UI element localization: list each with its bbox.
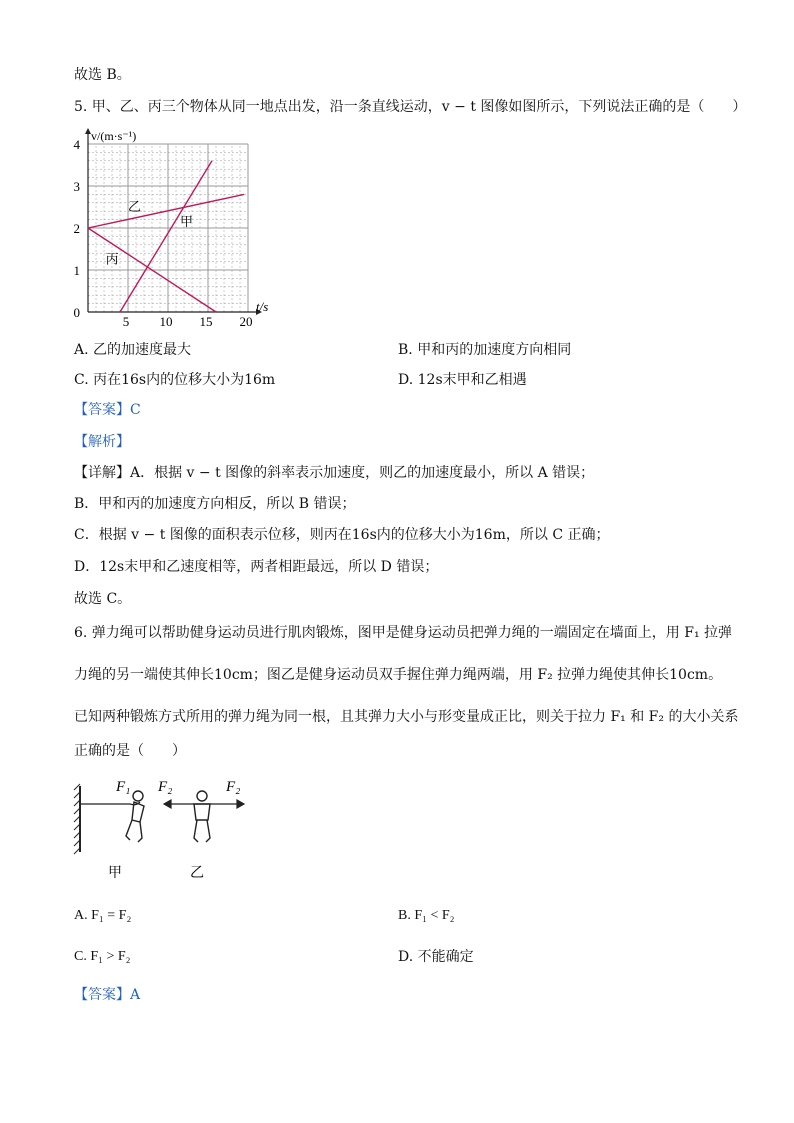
q6-stem-4: 正确的是（ ） — [74, 743, 186, 759]
q5-analysis-label: 【解析】 — [74, 434, 130, 450]
q5-explain-1: 【详解】A．根据 v − t 图像的斜率表示加速度，则乙的加速度最小，所以 A 错误； — [74, 465, 595, 481]
y-tick-label: 4 — [73, 137, 80, 152]
q5-option-d: D. 12s末甲和乙相遇 — [398, 372, 527, 388]
annotation-乙: 乙 — [128, 200, 142, 216]
prev-conclusion: 故选 B。 — [74, 67, 131, 83]
q6-option-c: C. F₁ > F₂ — [74, 949, 131, 964]
caption-left: 甲 — [108, 865, 122, 881]
x-tick-label: 5 — [122, 314, 130, 329]
q5-explain-2: B．甲和丙的加速度方向相反，所以 B 错误； — [74, 496, 356, 512]
label-f1: F₁ — [116, 779, 131, 795]
q5-stem: 5. 甲、乙、丙三个物体从同一地点出发，沿一条直线运动，v − t 图像如图所示，下列说法正确的是（ ） — [74, 99, 747, 115]
q6-figure — [70, 776, 260, 886]
y-tick-label: 2 — [73, 221, 80, 236]
wall — [74, 784, 80, 854]
q6-option-a: A. F₁ = F₂ — [74, 908, 132, 923]
y-tick-label: 0 — [73, 305, 80, 320]
caption-right: 乙 — [190, 865, 204, 881]
q5-option-c: C. 丙在16s内的位移大小为16m — [74, 372, 276, 388]
q6-stem-2: 力绳的另一端使其伸长10cm；图乙是健身运动员双手握住弹力绳两端，用 F₂ 拉弹力绳使其伸长10cm。 — [74, 667, 723, 683]
y-axis-label: v/(m·s⁻¹) — [91, 129, 137, 143]
y-tick-label: 3 — [73, 179, 80, 194]
q5-explain-3: C．根据 v − t 图像的面积表示位移，则丙在16s内的位移大小为16m，所以 C 正确； — [74, 527, 610, 543]
chart-grid — [88, 144, 248, 312]
q6-option-b: B. F₁ < F₂ — [398, 908, 455, 923]
q5-option-a: A. 乙的加速度最大 — [74, 342, 192, 358]
q5-option-b: B. 甲和丙的加速度方向相同 — [398, 342, 572, 358]
q6-stem-3: 已知两种锻炼方式所用的弹力绳为同一根，且其弹力大小与形变量成正比，则关于拉力 F₁ 和 F₂ 的大小关系 — [74, 709, 739, 725]
q6-answer: 【答案】A — [74, 987, 141, 1003]
athlete-left — [126, 791, 144, 842]
q5-explain-4: D．12s末甲和乙速度相等，两者相距最远，所以 D 错误； — [74, 559, 439, 575]
annotation-甲: 甲 — [180, 214, 194, 230]
x-tick-label: 15 — [199, 314, 213, 329]
x-tick-label: 20 — [239, 314, 253, 329]
x-tick-label: 10 — [159, 314, 173, 329]
vt-chart — [70, 122, 290, 332]
athlete-right — [194, 791, 210, 842]
y-tick-label: 1 — [73, 263, 80, 278]
q5-conclusion: 故选 C。 — [74, 591, 132, 607]
label-f2-right: F₂ — [226, 779, 241, 795]
q6-option-d: D. 不能确定 — [398, 949, 474, 965]
x-axis-label: t/s — [256, 299, 269, 314]
annotation-丙: 丙 — [105, 252, 119, 268]
q6-stem-1: 6. 弹力绳可以帮助健身运动员进行肌肉锻炼，图甲是健身运动员把弹力绳的一端固定在墙面上，用 F₁ 拉弹 — [74, 625, 733, 641]
q5-answer: 【答案】C — [74, 402, 141, 418]
label-f2-left: F₂ — [158, 779, 173, 795]
